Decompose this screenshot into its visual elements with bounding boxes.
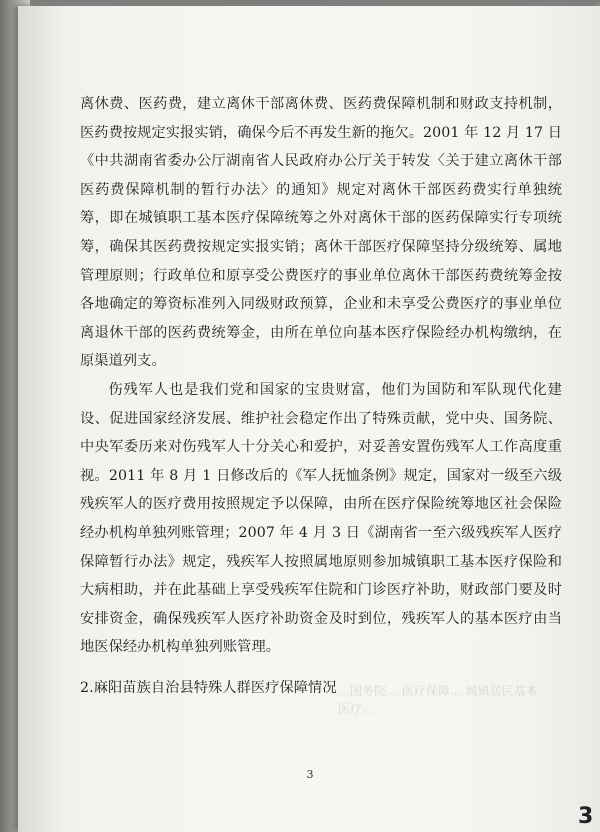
paragraph-retiree-medical: 离休费、医药费，建立离休干部离休费、医药费保障机制和财政支持机制，医药费按规定实报实销，确保今后不再发生新的拖欠。2001 年 12 月 17 日《中共湖南省委办公厅湖南省人民政府办公厅关于转发〈关于建立离休干部医药费保障机制的暂行办法〉的通知》规定对离休干部医药费实行单独统筹，即在城镇职工基本医疗保障统筹之外对离休干部的医药保障实行专项统筹，确保其医药费按规定实报实销；离休干部医疗保障坚持分级统筹、属地管理原则；行政单位和原享受公费医疗的事业单位离休干部医药费统筹金按各地确定的筹资标准列入同级财政预算，企业和未享受公费医疗的事业单位离退休干部的医药费统筹金，由所在单位向基本医疗保险经办机构缴纳，在原渠道列支。 xyxy=(80,96,562,370)
bleed-through-text: …国务院… 医疗保障… 城镇居民基本医疗… xyxy=(338,684,538,716)
document-page xyxy=(18,6,600,832)
document-body xyxy=(80,90,562,702)
section-heading: 2.麻阳苗族自治县特殊人群医疗保障情况 xyxy=(80,679,337,696)
page-number: 3 xyxy=(306,768,314,781)
handwritten-page-mark: 3 xyxy=(578,804,594,829)
paragraph-disabled-veterans: 伤残军人也是我们党和国家的宝贵财富，他们为国防和军队现代化建设、促进国家经济发展、维护社会稳定作出了特殊贡献，党中央、国务院、中央军委历来对伤残军人十分关心和爱护，对妥善安置伤残军人工作高度重视。2011 年 8 月 1 日修改后的《军人抚恤条例》规定，国家对一级至六级残疾军人的医疗费用按照规定予以保障，由所在医疗保险统筹地区社会保险经办机构单独列账管理；2007 年 4 月 3 日《湖南省一至六级残疾军人医疗保障暂行办法》规定，残疾军人按照属地原则参加城镇职工基本医疗保险和大病相助，并在此基础上享受残疾军住院和门诊医疗补助，财政部门要及时安排资金，确保残疾军人医疗补助资金及时到位，残疾军人的基本医疗由当地医保经办机构单独列账管理。 xyxy=(80,381,562,656)
